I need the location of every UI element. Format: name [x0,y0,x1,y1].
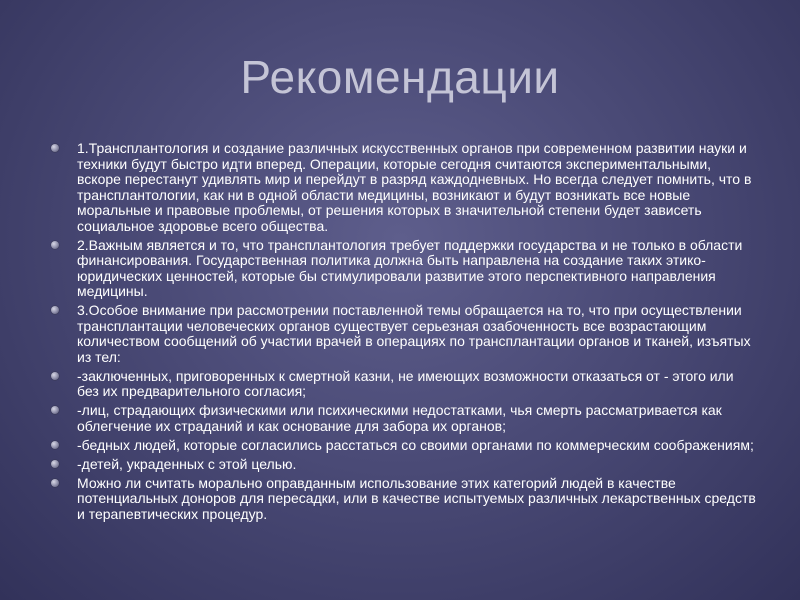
bullet-item [50,303,758,365]
slide-title: Рекомендации [240,51,560,103]
bullet-item [50,238,758,300]
bullet-text: 3.Особое внимание при рассмотрении поставленной темы обращается на то, что при осуществлении трансплантации человеческих органов существует серьезная озабоченность все возрастающим количеством сообщений об участии врачей в операциях по трансплантации органов и тканей, изъятых из тел: [77,302,751,365]
bullet-item [50,476,758,523]
bullet-list [50,141,758,526]
bullet-icon [51,479,59,487]
bullet-text: 2.Важным является и то, что трансплантология требует поддержки государства и не только в области финансирования. Государственная политика должна быть направлена на создание таких этико-юридических ценностей, которые бы стимулировали развитие этого перспективного направления медицины. [77,236,743,299]
bullet-text: Можно ли считать морально оправданным использование этих категорий людей в качестве потенциальных доноров для пересадки, или в качестве испытуемых различных лекарственных средств и терапевтических процедур. [77,474,756,522]
bullet-text: -бедных людей, которые согласились расстаться со своими органами по коммерческим соображениям; [77,436,754,453]
bullet-icon [51,372,59,380]
bullet-icon [51,441,59,449]
bullet-text: -детей, украденных с этой целью. [77,455,297,472]
bullet-item [50,438,758,454]
bullet-text: 1.Трансплантология и создание различных искусственных органов при современном развитии науки и техники будут быстро идти вперед. Операции, которые сегодня считаются экспериментальными, вскоре перестанут удивлять мир и перейдут в разряд каждодневных. Но всегда следует помнить, что в трансплантологии, как ни в одной области медицины, возникают и будут возникать все новые моральные и правовые проблемы, от решения которых в значительной степени будет зависеть социальное здоровье всего общества. [77,140,752,234]
bullet-item [50,457,758,473]
bullet-item [50,141,758,234]
bullet-icon [51,306,59,314]
bullet-icon [51,144,59,152]
bullet-text: -заключенных, приговоренных к смертной казни, не имеющих возможности отказаться от - этого или без их предварительного согласия; [77,367,734,399]
bullet-icon [51,460,59,468]
bullet-icon [51,241,59,249]
bullet-item [50,403,758,434]
bullet-text: -лиц, страдающих физическими или психическими недостатками, чья смерть рассматривается как облегчение их страданий и как основание для забора их органов; [77,402,722,434]
bullet-item [50,369,758,400]
bullet-icon [51,406,59,414]
